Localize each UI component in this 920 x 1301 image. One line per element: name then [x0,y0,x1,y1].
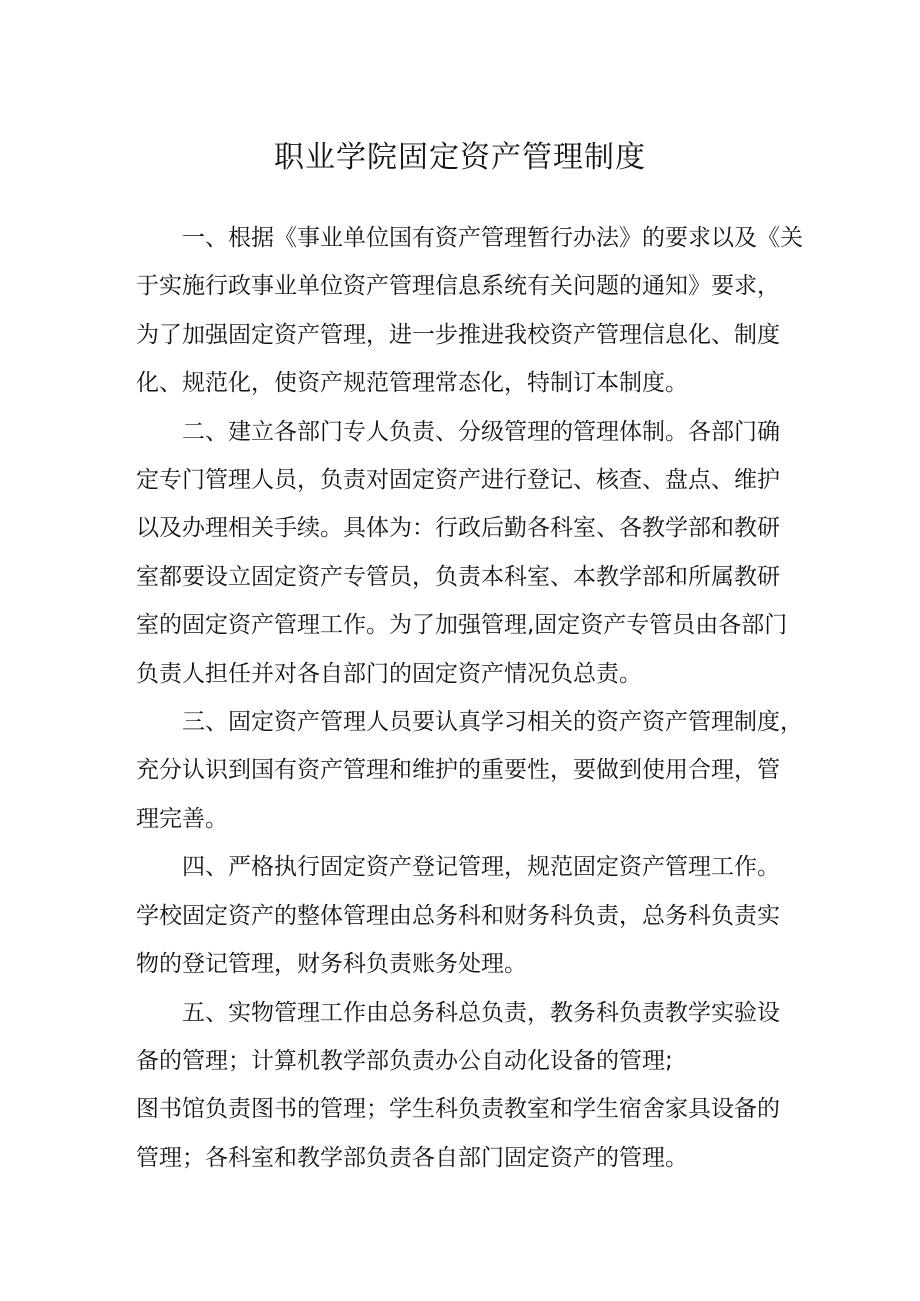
paragraph-line: 化、规范化，使资产规范管理常态化，特制订本制度。 [136,370,688,397]
paragraph-3 [136,698,803,843]
paragraph-line: 三、固定资产管理人员要认真学习相关的资产资产管理制度， [182,709,803,736]
paragraph-line: 室都要设立固定资产专管员，负责本科室、本教学部和所属教研 [136,563,780,590]
paragraph-line: 物的登记管理，财务科负责账务处理。 [136,951,527,978]
paragraph-line: 负责人担任并对各自部门的固定资产情况负总责。 [136,660,642,687]
paragraph-line: 充分认识到国有资产管理和维护的重要性，要做到使用合理，管 [136,757,780,784]
paragraph-line: 为了加强固定资产管理，进一步推进我校资产管理信息化、制度 [136,321,780,348]
paragraph-line: 一、根据《事业单位国有资产管理暂行办法》的要求以及《关 [182,225,803,251]
paragraph-line: 室的固定资产管理工作。为了加强管理,固定资产专管员由各部门 [136,612,788,639]
paragraph-line: 定专门管理人员，负责对固定资产进行登记、核查、盘点、维护 [136,467,780,494]
paragraph-line: 管理；各科室和教学部负责各自部门固定资产的管理。 [136,1144,688,1171]
paragraph-5 [136,989,790,1183]
document-body [136,214,803,1182]
paragraph-line: 四、严格执行固定资产登记管理，规范固定资产管理工作。 [182,854,780,881]
paragraph-line: 五、实物管理工作由总务科总负责，教务科负责教学实验设 [182,999,780,1026]
document-title: 职业学院固定资产管理制度 [274,140,646,175]
paragraph-line: 于实施行政事业单位资产管理信息系统有关问题的通知》要求， [136,273,780,300]
paragraph-line: 理完善。 [136,805,228,832]
paragraph-line: 二、建立各部门专人负责、分级管理的管理体制。各部门确 [182,418,780,445]
paragraph-2 [136,408,790,698]
paragraph-line: 备的管理；计算机教学部负责办公自动化设备的管理; [136,1047,673,1074]
paragraph-line: 学校固定资产的整体管理由总务科和财务科负责，总务科负责实 [136,902,780,929]
paragraph-line: 以及办理相关手续。具体为：行政后勤各科室、各教学部和教研 [136,515,780,542]
paragraph-4 [136,843,790,988]
paragraph-line: 图书馆负责图书的管理；学生科负责教室和学生宿舍家具设备的 [136,1096,780,1123]
paragraph-1 [136,214,803,408]
